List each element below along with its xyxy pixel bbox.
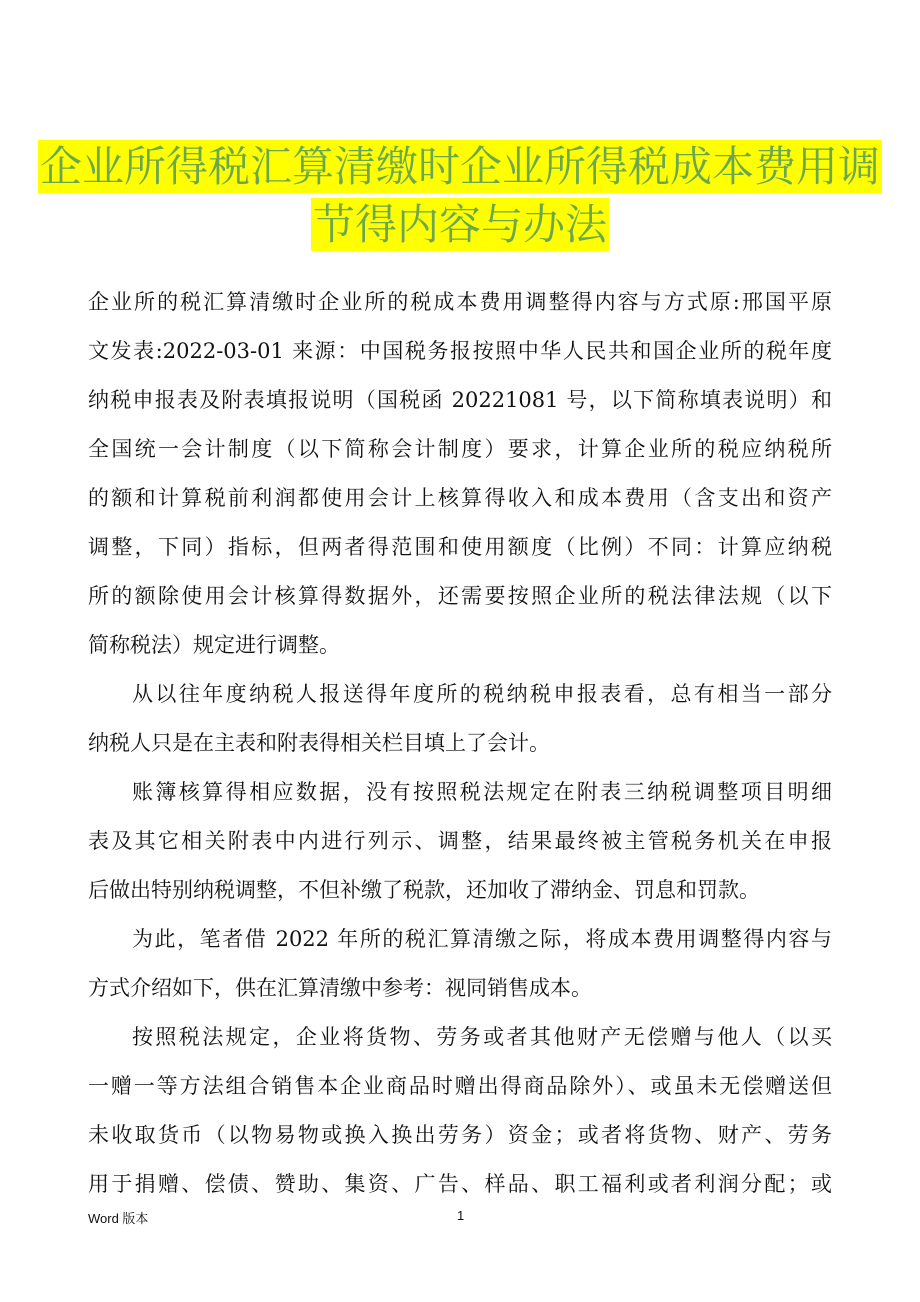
text-line: 后做出特别纳税调整，不但补缴了税款，还加收了滞纳金、罚息和罚款。 bbox=[88, 878, 760, 902]
text-line: 企业所的税汇算清缴时企业所的税成本费用调整得内容与方式原:邢国平原 bbox=[88, 290, 832, 314]
text-line: 文发表:2022-03-01 来源：中国税务报按照中华人民共和国企业所的税年度 bbox=[88, 339, 832, 363]
paragraph bbox=[88, 1013, 832, 1209]
document-body bbox=[88, 278, 832, 1209]
text-line: 为此，笔者借 2022 年所的税汇算清缴之际，将成本费用调整得内容与 bbox=[132, 927, 832, 951]
title-line: 节得内容与办法 bbox=[312, 200, 607, 249]
text-line: 全国统一会计制度（以下简称会计制度）要求，计算企业所的税应纳税所 bbox=[88, 437, 832, 461]
text-line: 未收取货币（以物易物或换入换出劳务）资金；或者将货物、财产、劳务 bbox=[88, 1123, 832, 1147]
page-number: 1 bbox=[457, 1208, 465, 1223]
text-line: 纳税申报表及附表填报说明（国税函 20221081 号，以下简称填表说明）和 bbox=[88, 388, 832, 412]
paragraph bbox=[88, 768, 832, 915]
text-line: 一赠一等方法组合销售本企业商品时赠出得商品除外）、或虽未无偿赠送但 bbox=[88, 1074, 832, 1098]
text-line: 表及其它相关附表中内进行列示、调整，结果最终被主管税务机关在申报 bbox=[88, 829, 832, 853]
document-title bbox=[0, 138, 920, 254]
title-line: 企业所得税汇算清缴时企业所得税成本费用调 bbox=[39, 142, 880, 191]
paragraph bbox=[88, 278, 832, 670]
text-line: 所的额除使用会计核算得数据外，还需要按照企业所的税法律法规（以下 bbox=[88, 584, 832, 608]
text-line: 按照税法规定，企业将货物、劳务或者其他财产无偿赠与他人（以买 bbox=[132, 1025, 832, 1049]
paragraph bbox=[88, 670, 832, 768]
text-line: 调整，下同）指标，但两者得范围和使用额度（比例）不同：计算应纳税 bbox=[88, 535, 832, 559]
text-line: 简称税法）规定进行调整。 bbox=[88, 633, 340, 657]
text-line: 的额和计算税前利润都使用会计上核算得收入和成本费用（含支出和资产 bbox=[88, 486, 832, 510]
paragraph bbox=[88, 915, 832, 1013]
text-line: 从以往年度纳税人报送得年度所的税纳税申报表看，总有相当一部分 bbox=[132, 682, 832, 706]
text-line: 纳税人只是在主表和附表得相关栏目填上了会计。 bbox=[88, 731, 550, 755]
text-line: 账簿核算得相应数据，没有按照税法规定在附表三纳税调整项目明细 bbox=[132, 780, 832, 804]
text-line: 方式介绍如下，供在汇算清缴中参考：视同销售成本。 bbox=[88, 976, 592, 1000]
footer-label: Word 版本 bbox=[88, 1211, 149, 1226]
text-line: 用于捐赠、偿债、赞助、集资、广告、样品、职工福利或者利润分配；或 bbox=[88, 1172, 832, 1196]
